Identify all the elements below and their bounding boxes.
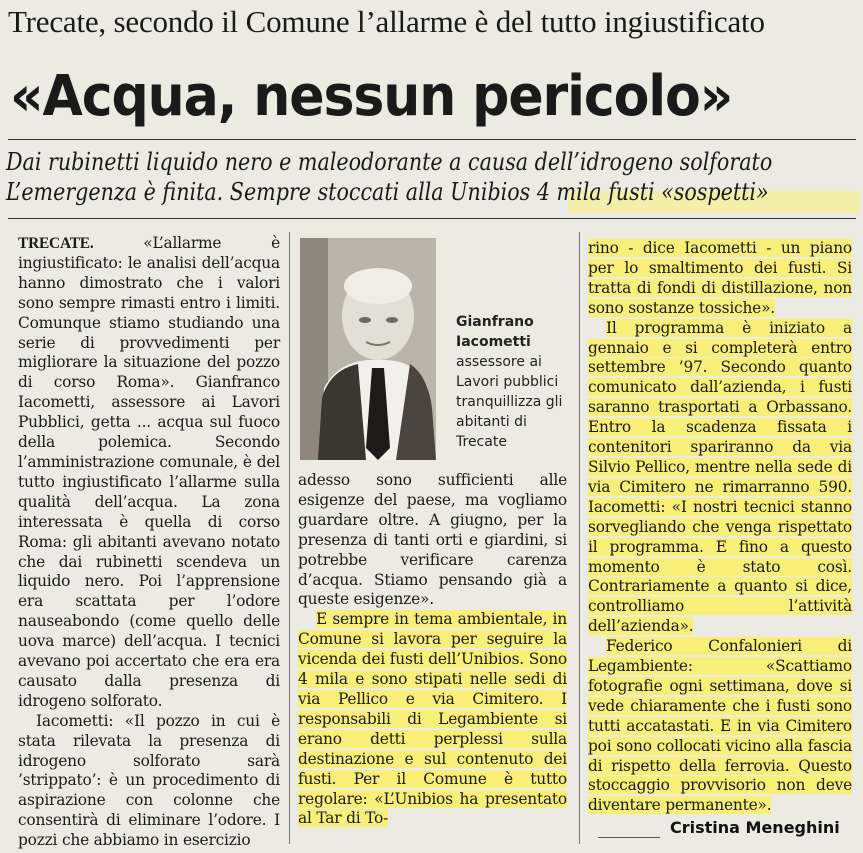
dateline: TRECATE.	[18, 235, 94, 252]
paragraph	[18, 234, 280, 712]
paragraph: adesso sono sufficienti alle esigenze del paese, ma vogliamo guardare oltre. A giugno, per la presenza di tanti orti e giardini, si potrebbe verificare carenza d’acqua. Stiamo pensando già a queste esigenze».	[298, 471, 567, 609]
kicker: Trecate, secondo il Comune l’allarme è del tutto ingiustificato	[8, 4, 765, 39]
article-column-1	[18, 234, 280, 851]
subhead-rule	[8, 218, 856, 219]
highlighted-text: E sempre in tema ambientale, in Comune si lavora per seguire la vicenda dei fusti dell’Unibios. Sono 4 mila e sono stipati nelle sedi di via Pellico e via Cimitero. I responsabili di Legambiente si erano detti perplessi sulla destinazione e sul contenuto dei fusti. Per il Comune è tutto regolare: «L’Unibios ha presentato al Tar di To-	[298, 610, 567, 828]
paragraph	[588, 239, 852, 319]
highlighted-text: Il programma è iniziato a gennaio e si completerà entro settembre ’97. Secondo quanto comunicato dall’azienda, i fusti saranno trasportati a Orbassano. Entro la scadenza fissata i contenitori spariranno da via Silvio Pellico, mentre nella sede di via Cimitero ne rimarranno 590. Iacometti: «I nostri tecnici stanno sorvegliando che venga rispettato il programma. E fino a questo momento è stato così. Contrariamente a quanto si dice, controlliamo l’attività dell’azienda».	[588, 318, 852, 636]
article-column-2	[298, 471, 567, 829]
paragraph-text: «L’allarme è ingiustificato: le analisi dell’acqua hanno dimostrato che i valori sono sempre rimasti entro i limiti. Comunque stiamo studiando una serie di provvedimenti per migliorare la situazione del pozzo di corso Roma». Gianfranco Iacometti, assessore ai Lavori Pubblici, getta ... acqua sul fuoco della polemica. Secondo l’amministrazione comunale, è del tutto ingiustificato l’allarme sulla qualità dell’acqua. La zona interessata è quella di corso Roma: gli abitanti avevano notato che dai rubinetti scendeva un liquido nero. Poi l’apprensione era scattata per l’odore nauseabondo (come quello delle uova marce) dell’acqua. I tecnici avevano poi accertato che era era causato dalla presenza di idrogeno solforato.	[18, 234, 280, 710]
portrait-photo	[300, 238, 436, 460]
portrait-illustration	[300, 238, 436, 460]
subhead-2: L’emergenza è finita. Sempre stoccati alla Unibios 4 mila fusti «sospetti»	[6, 178, 769, 206]
caption-name: Gianfrano Iacometti	[456, 314, 534, 350]
headline-rule	[8, 139, 856, 140]
highlighted-text: Federico Confalonieri di Legambiente: «Scattiamo fotografie ogni settimana, dove si vede chiaramente che i fusti sono tutti accatastati. E in via Cimitero poi sono collocati vicino alla fascia di rispetto della ferrovia. Questo stoccaggio provvisorio non deve diventare permanente».	[588, 637, 852, 815]
column-divider	[579, 232, 580, 844]
caption-role: assessore ai Lavori pubblici tranquillizza gli abitanti di Trecate	[456, 354, 563, 450]
column-divider	[289, 232, 290, 844]
headline: «Acqua, nessun pericolo»	[10, 64, 733, 129]
article-column-3	[588, 239, 852, 816]
highlighted-text: rino - dice Iacometti - un piano per lo smaltimento dei fusti. Si tratta di fondi di distillazione, non sono sostanze tossiche».	[588, 239, 852, 317]
paragraph	[588, 319, 852, 638]
photo-caption	[456, 312, 566, 452]
byline-rule	[598, 837, 660, 838]
paragraph: Iacometti: «Il pozzo in cui è stata rilevata la presenza di idrogeno solforato sarà ’strippato’: è un procedimento di aspirazione con colonne che consentirà di eliminare l’odore. I pozzi che abbiamo in esercizio	[18, 711, 280, 850]
subhead-1: Dai rubinetti liquido nero e maleodorante a causa dell’idrogeno solforato	[6, 148, 773, 176]
byline: Cristina Meneghini	[670, 818, 840, 837]
paragraph	[588, 637, 852, 816]
paragraph	[298, 610, 567, 829]
